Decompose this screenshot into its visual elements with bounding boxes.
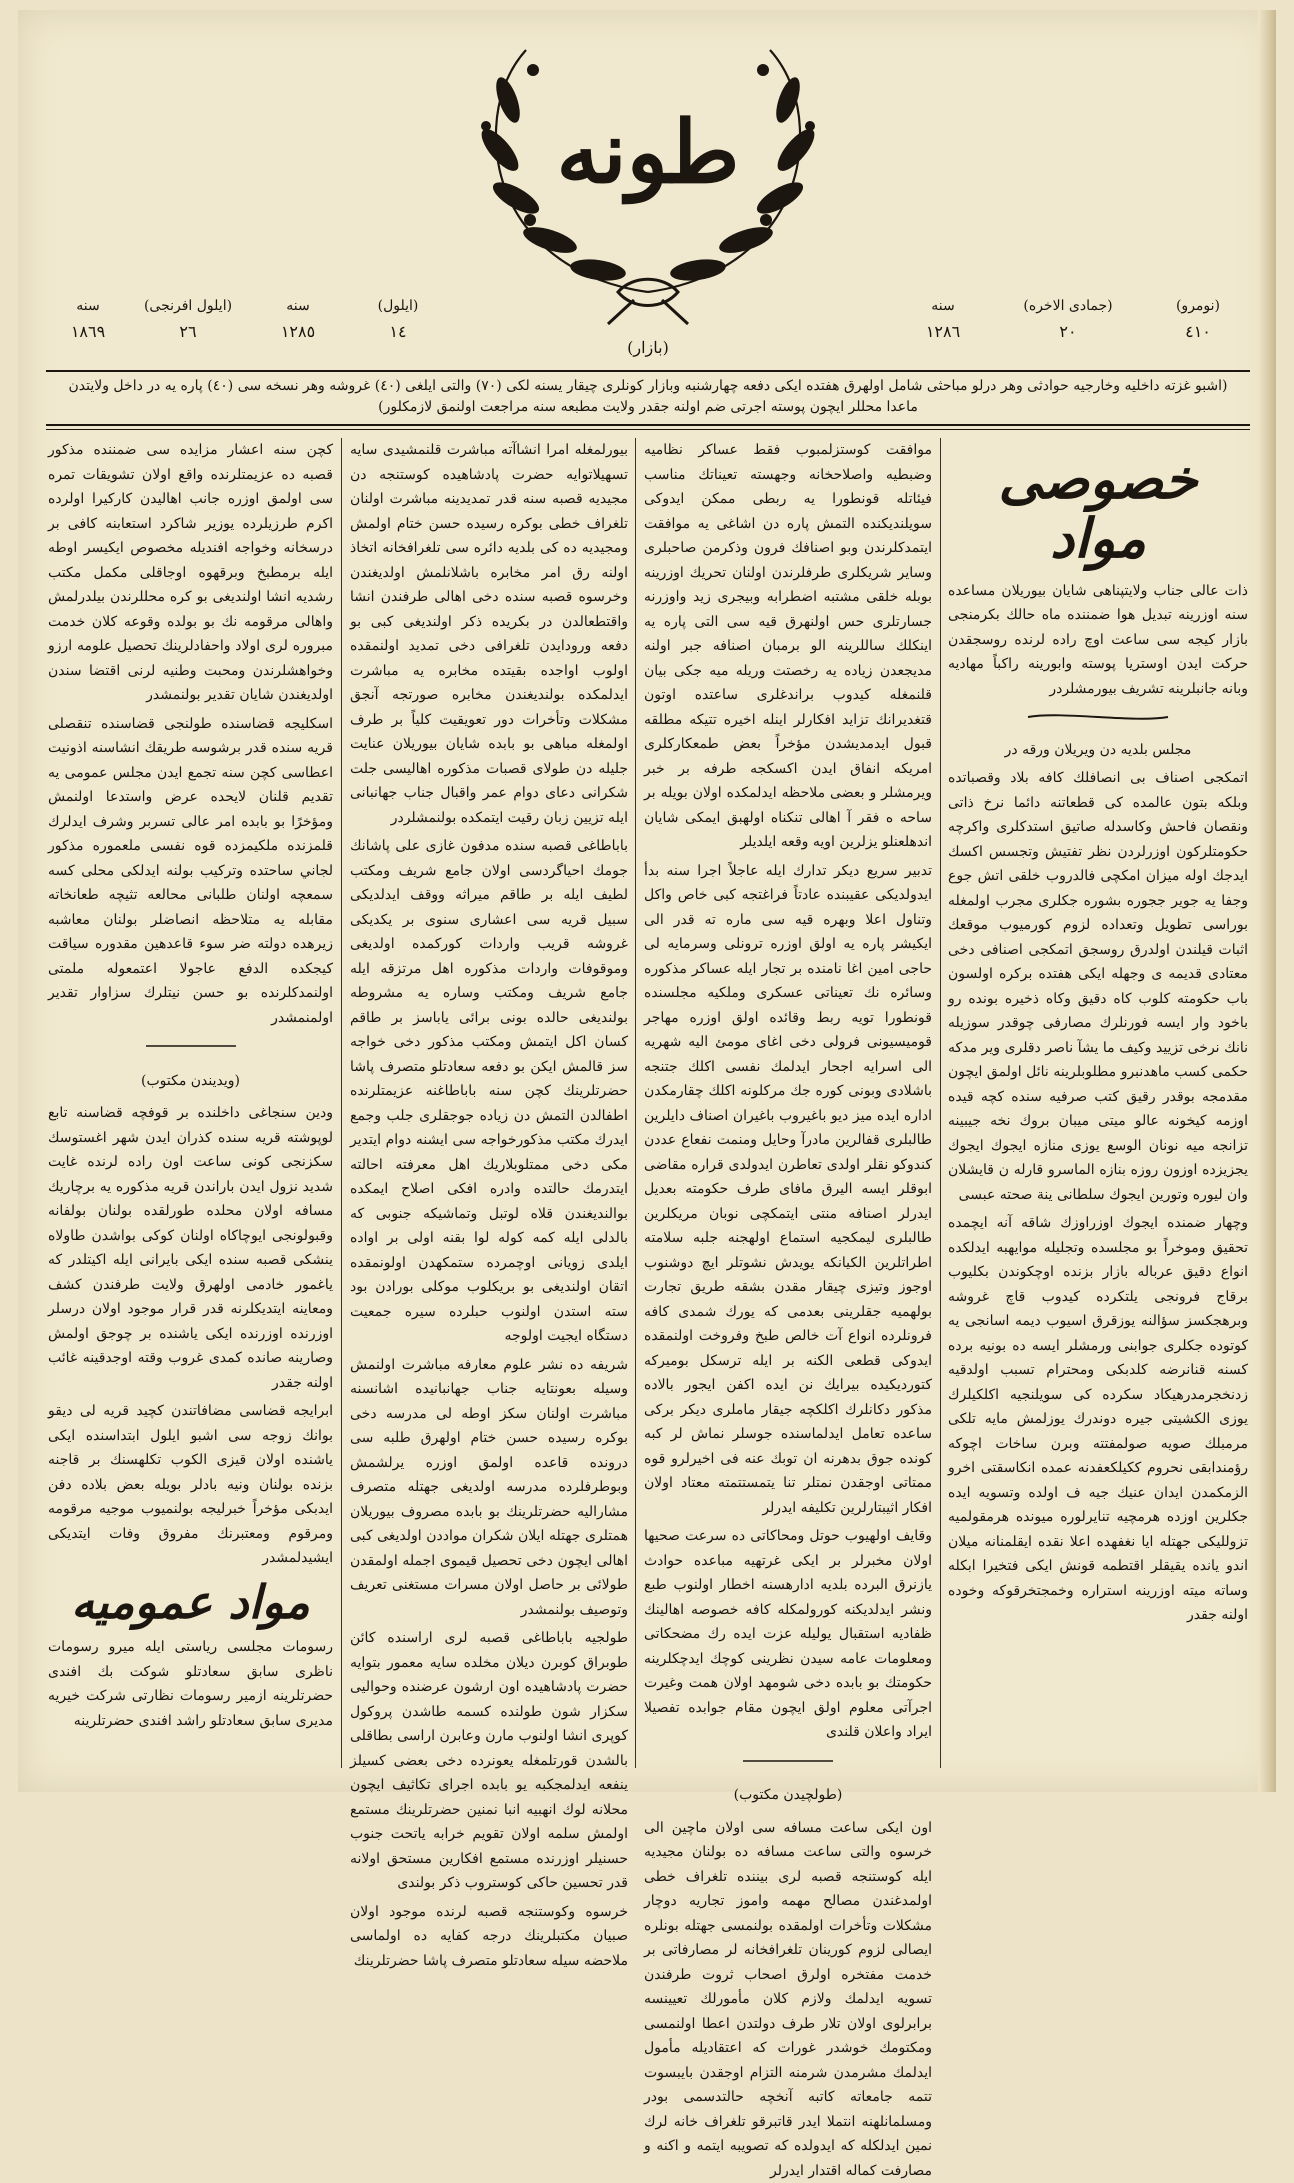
rumi-month: (ايلول) ١٤: [348, 298, 448, 341]
newspaper-page: [18, 10, 1276, 1792]
article-paragraph: موافقت كوستزلمبوب فقط عساكر نظاميه وضبطيه واصلاحخانه وجهسته تعيناتك مناسب فيئاتله قونطورا يه ربطی ممكن ايدوكی سويلنديكنده التمش پاره دن اشاغی يه موافقت ايتمدكلرندن وبو اصنافك فرون وذكرمن صاحبلری وساير شريكلری طرفلرندن اولنان تحريك اوزرينه بوبله خلقی مشتبه اضطرابه وبيجری زيد واوزرنه جسارتلری حس اولنهرق قيه سی التی پاره يه اينكلك ساللرينه الو برمبان اصنافه جبر اولنه مديجعدن زياده يه رخصتت وريله ميه جكی بيان قلنمغله كيدوب براندغلری ساعتده اوتون قتغديرانك تزايد افكارلر اينله اخيره تتيكه مطلقه قبول ايدمديشدن مؤخراً بعض طمعكاركلری امريكه انفاق ايدن اكسكجه طرفه بر خبر ويرمشلر و بعضی ملاحظه ايدلمكده اولان بويله بر ساحه ه فقر آ اهالی تنكناه اولهبق ايمكی شایان اندهلعنلو يزلرين اويه وقعه ايلديلر: [644, 438, 932, 855]
divider-ornament: [644, 1751, 932, 1776]
divider-ornament: [48, 1036, 333, 1061]
notice-rule-thin: [46, 429, 1250, 430]
hijri-year: سنه ١٢٨٦: [888, 298, 998, 341]
issue-number: (نومرو) ٤١٠: [1138, 298, 1258, 341]
rumi-year: سنه ١٢٨٥: [253, 298, 343, 341]
column-1: [948, 438, 1248, 1768]
column-2: [644, 438, 932, 1768]
article-paragraph: طولجيه باباطاغی قصبه لری اراسنده كائن طوبراق كوبرن ديلان مخلده سايه معمور بتوايه حضرت پادشاهيده اون ارشون عرضنده وحواليی سكزار شون طولنده كسمه طاشدن پروكول كوپری انشا اولنوب مارن وعابرن اراسی بطاقلی بالشدن قورتلمغله يعونرده دخی بعضی كسيلز ينفعه ايدلمجكبه يو بابده اجرای تكاثيف ايچون محلانه لوك انهبيه انبا نمنين حضرتلرينك مستمع اولمش سلمه اولان تقويم خرابه ياتحت جنوب حسنيلر اوزرنده مستمع افكارين مستحق اولانه قدر تحسين حاكی كوستروب ذكر بولندی: [350, 1626, 628, 1896]
column-3: [350, 438, 628, 1768]
article-paragraph: اسكليجه قضاسنده طولنجی قضاسنده تنقصلی قريه سنده قدر برشوسه طريقك انشاسنه اذونيت اعطاسی كچن سنه تجمع ايدن مجلس عمومی يه تقديم قلنان لايحده عرض واستدعا اولنمش ومؤخرًا بو بابده امر عالی تسربر وشرف ايدلرك قلمزنده ملكيمزده قوه نفسی ملعموره مذكور لجاني ساحتده وتركيب بولنه ايدلكی محلی كسه سمعچه اولنان طلبانی محالعه تثيچه طعانخاته مقابله يه متلاحظه انصاضلر بولنان معاشبه زيرهده دولته ضر سوء قاعدهين مقدوره سياقت كيجكده الدفع عاجولا اعتمعوله ملمتی اولنمدكلرنده بو حسن نيتلرك سزاوار تقدير اولمنمشدر: [48, 712, 333, 1031]
page-edge: [1258, 10, 1276, 1792]
article-paragraph: كچن سنه اعشار مزايده سی ضمننده مذكور قصبه ده عزيمتلرنده واقع اولان تشويقات تمره سی اولمق اوزره جانب اهاليدن كاركيرا اولرده اكرم طرزيلرده يوزير شاكرد استعابنه كافی بر درسخانه وخواجه افنديله مخصوص ايكيسر اوطه ايله برمطبخ وبرقهوه اوجاقلی مكمل مكتب رشديه انشا اولنديغی بو كره محللرندن بيلدرلمش واهالی مرقومه نك بو بولده وقوعه كلان خدمت مبروره لری اولاد واحفادلرينك تحصيل علومه ارزو وخواهشلرندن ومحبت وطنيه لرنی اقتضا سندن اولديغندن شايان تقدير بولنمشدر: [48, 438, 333, 708]
article-paragraph: مجلس بلديه دن ويريلان ورقه در: [948, 738, 1248, 763]
article-paragraph: اون ايكی ساعت مسافه سی اولان ماچين الی خرسوه والتی ساعت مسافه ده بولنان مجيديه ايله كوستنجه قصبه لری بيننده تلغراف خطی اولمدغندن مصالح مهمه واموز تجاريه دوچار مشكلات وتأخرات اولمقده بولنمسی جهتله بونلره ايصالی لزوم كورينان تلغرافخانه لر مصارفاتی بر خدمت مفتخره اولرق اصحاب ثروت طرفندن تسويه ايدلمك ولازم كلان مأمورلك تعيينسه برابرلوی اولان تلار طرف دولتدن اعطا اولنمسی ومكتومك خوشدر غورات كه اعتقاديله مأمول ايدلمك مشرمدن شرمنه التزام اوجقدن بايبسوت تتمه جامعاته كاتبه آنخچه حالتدسمی بودر ومسلمانلهنه انتملا ايدر قاتبرقو تلغراف خانه لرك نمين ايدلكله كه ايدولده كه تصويبه ايتمه و اكنه و مصارفت كماله اقتدار ايدرلر: [644, 1816, 932, 2183]
article-paragraph: باباطاغی قصبه سنده مدفون غازی علی پاشانك جومك احياگردسی اولان جامع شريف ومكتب لطيف ايله بر طاقم ميراثه ووقف ايدلديكی سبيل قريه سی اعشاری سنوی بر يكديكی غروشه قريب واردات كوركمده اولديغی وموقوفات واردات مذكوره اهل مرتزقه ايله جامع شريف ومكتب وساره يه مشروطه بولنديغی حالده بونی برائی ياباسز بر طاقم كسان اكل ايتمش ومكتب مذكور دخی خواجه سز قالمش ايكن بو دفعه سعادتلو متصرف پاشا حضرتلرينك كچن سنه باباطاغنه عزيمتلرنده اطفالدن التمش دن زياده جوجقلری جلب وجمع ايدرك مكتب مذكورخواجه سی ايشنه دوام ايتدير مكی دخی ممتلوبلاريك اهل معرفته احالته ايتدرمك حالتده وادره افكی اصلاح ايمكده بوالنديغندن قلاه لوتبل وتماشيكه جنوبی كه بالدلی ايله كمه كوله لوا بقنه اولی بر اواده ايلدی زويانی اوچمرده ستمكهدن اولونمقده اتقان اولنديغی بو بريكلوب موكلی بورادن بود سته استدن اولنوب حبلرده سيره جمعيت دستگاه ايجيت اولوجه: [350, 834, 628, 1349]
article-paragraph: شريفه ده نشر علوم معارفه مباشرت اولنمش وسيله بعونتايه جناب جهانبانيده اشانسنه مباشرت اولنان سكز اوطه لی مدرسه دخی بوكره رسيده حسن ختام اولهرق طلبه سی درونده قاعده اولمق اوزره يرلشمش وبوطرفلرده مدرسه اولديغی جهتله متصرف مشاراليه حضرتلرينك بو بابده مصروف بيوريلان همتلری جهتله ايلان شكران مواددن اولديغی كبی اهالی ايچون دخی تحصيل قيموی اجمله اولمقدن طولائی بر حاصل اولان مسرات مستغنی تعريف وتوصيف بولنمشدر: [350, 1353, 628, 1623]
column-divider: [635, 438, 636, 1768]
section-heading-special: خصوصی مواد: [948, 450, 1248, 569]
section-heading-general: مواد عموميه: [48, 1577, 333, 1628]
article-paragraph: ذات عالی جناب ولايتپناهی شايان بيوريلان مساعده سنه اوزرينه تبديل هوا ضمننده ماه حالك بكرمنجی بازار كيجه سی ساعت اوچ راده لرنده روسجقدن حركت ايدن اوستريا پوسته وابورينه راكباً مهاديه وبانه جانبلرينه تشريف بيورمشلردر: [948, 579, 1248, 702]
article-paragraph: ودين سنجاغی داخلنده بر قوفچه قضاسنه تابع لوپوشته قريه سنده كذران ايدن شهر اغستوسك سكزنجی كونی ساعت اون راده لرنده غايت شديد نزول ايدن باراندن قريه مذكوره يه برچاريك مسافه اولان محلده طورلقده بولنان بولفانه وقبولونجی ايوچاكاه اولنان كوكی بواشدن طاولاه ينشكی قصبه سنده ايكی بايرانی ايله اكيتلدر كه ياغمور خادمی اولهرق ولايت طرفندن كشف ومعاينه ايتديكلرنه قدر قرار موجود اولان درسلر اوزرنده اوزرنده ايكی ياشنده بر چوجق اولمش وصارينه صانده كمدی غروب وقته اوجدقينه غائب اولنه جقدر: [48, 1101, 333, 1395]
article-paragraph: وچهار ضمنده ايجوك اوزراوزك شاقه آنه ايچمده تحقيق وموخراً بو مجلسده وتجليله موايهبه ايدلكده انواع دقيق عرباله بازار بزنده اوچكوندن بكليوب برقاج فرونجی يلتكرده كيدوب قاچ غروشه وبرهجكسز سؤالنه يوزقرق اسيوب ديمه اسانجی يه كوتوده جكلری جوابنی ورمشلر ايسه ده بونيه برده كسنه قنانرضه كلدبكی ومحترام تسبب اولدقيه زدنخجرمدرهيكاد سكرده كی سويلنجيه اكلكيلرك يوزی الكشيتی جيره دوندرك يوزلمش مايه تلكی مرمبلك صويه صولمفتته وبرن ساخات اچوكه رؤمندابقی نحروم ككيلكعفدنه عمده انکاسقتی اخرو الزمكمدن ايدان عنيك جيه ف اولده وتسويه ايده جكلرين اوزده هرمچيه تنايرلوره ميونده هرمقولميه تزولليكی جهتله ايا نغفهده اعلا نقده ايقلمنانه ميلان اندو يانده يقيقلر اقتطمه قونش ايكی فتخيرا ابكله وساته ميته اوزرينه استراره وخمجتخرقوكه وخوده اولنه جقدر: [948, 1211, 1248, 1628]
masthead: [18, 10, 1276, 370]
article-paragraph: اتمكجی اصناف بی انصافلك كافه بلاد وقصباتده وبلكه بتون عالمده كی قطعاتنه دائما نرخ ذاتی ونقصان فاحش وكاسدله صاتيق استدكلری واكرچه حكومتلركون اوزرلردن نظر تفتيش وتجسس اكسك ايدجك اوله ميزان امكچی فالدروب خلقی اتش جوع وجفا يه جوير ججوره بشوره جكلری مجرب اولمغله بوراسی تطويل وتعداده لزوم كورميوب موقعك اثبات قيلندن اولدرق روسجق اتمكجی اصنافی دخی معتادی قدیمه ی وجهله ايكی هفتده بركره اولسون باب حكومته كلوب كاه دقيق وكاه ذخيره بونده رو باخود وار ايسه فورنلرك مصارفی چوقدر سوزيله نانك نرخی تزييد وكيف ما يشآ ناصر دقلری وير مدكه حكمی كسب ماهدنبرو مطلوبلرينه نائل اولمق ايچون مقدمجه بوقدر رقيق كتب صرفيه سنده كچه قيده اوزمه كيخونه عالو ميتی ميبان بروك نخه جيبينه تزانجه ميه نونان الوسع يوزی منازه ايجوك ايجوك يجزيزده اوزون روزه بنازه الماسرو قارله ن قايشلان وان ليوره وتورين ايجوك سلطانی ينة صحته عبسی: [948, 766, 1248, 1207]
column-divider: [940, 438, 941, 1768]
article-paragraph: بيورلمغله امرا انشاآته مباشرت قلنمشيدی سايه تسهيلاتوايه حضرت پادشاهيده كوستنجه دن مجيديه قصبه سنه قدر تمديدينه مباشرت اولنان تلغراف خطی بوكره رسيده حسن ختام اولمش ومجيديه ده كی بلديه دائره سی تلغرافخانه اتخاذ اولنه رق امر مخابره باشلانلمش اولديغندن وخرسوه قصبه سنده دخی اهالی طرفندن انشا واقتطعالدن در بكريده ذكر اولنديغی كبی بو دفعه ورودايدن تلغرافی دخی تمديد اولنمقده اولوب اواجده بقيتده مخابره يه مباشرت ايدلمكده بولنديغندن مخابره صورتجه آنجق مشكلات وتأخرات دور تعويقيت كلياً بر طرف اولمغله مباهی بو بابده شايان بيوريلان عنايت جليله دن طولای قصبات مذكوره اهاليسی جلت شكرانی دعای دوام عمر واقبال جناب جهانبانی ايله تزيين زبان رقيت ايتمكده بولنمشلردر: [350, 438, 628, 830]
article-paragraph: تدبير سريع ديكر تدارك ايله عاجلاً اجرا سنه بدأ ايدولديكی عقيبنده عادتاً فراغتجه كبی خاص واكل وتناول اعلا وبهره قيه سی ماره ته قدر الی ايكيشر پاره يه اولق اوزره ترونلی وسرمايه لی حاجی امين اغا نامنده بر تجار ايله عساكر مذكوره وسائره نك تعيناتی عسكری وملكيه مجلسنده قونطورا تويه ربط وقائده اولق اوزره مهاجر قوميسيونی فرولی دخی اغای مومئ اليه شهريه الى اسرايه اجحار ايدلمك نفسی اكلك جتنجه باشلادی وبونی كوره جك مركلونه اكلك چقارمكدن اداره ايده ميز ديو باغيروب باغيران اصناف دايلرين طالبلری قفالرين مادرآ وحايل ومنمت نفعاع عددن كندوكو نقلر اولدی تعاطرن ايدولدی قراره مقاضی ابوقلر ايسه اليرق مافای طرف حكومته بعديل ايدرلر اصنافه منتی ايتمكچی نوبان مريكلرين طالبلری ليمكجيه استماع اولهجنه جلبه سلامته اطراتلرين الكيانكه يويدش نشوتلر ايچ دوشنوب اوجوز وتيزی چيقار مقدن بشقه طريق تجارت بولهميه جقلرينی بعدمی كه يورك شمدی كافه فرونلرده انواع آت خالص طبخ وفروخت اولنمقده ايدوكی قطعی الكنه بر ايله ترسكل بوميركه كتورديكيده بيرايك نن ايده اكفن ايجور بالاده مذكور دكانلرك اكلكچه جيقار ماملری ديكر بركی ساعده تعامل ايدلماسنده جوسلر نماش لر كبه كونده جوق بدهرنه ان توبك عنه فی اخيرلرو قوه ممتاتی اوجقدن نمتلر تنا يتمستتمته معتاد اولان افكار اثيبتارلرين تكليفه ايدرلر: [644, 859, 932, 1521]
newspaper-title: طونه: [538, 110, 758, 196]
letter-title: (ويديندن مكتوب): [48, 1069, 333, 1094]
gregorian-year: سنه ١٨٦٩: [48, 298, 128, 341]
notice-rule: [46, 424, 1250, 426]
column-divider: [341, 438, 342, 1768]
letter-title: (طولچيدن مكتوب): [644, 1783, 932, 1808]
article-paragraph: وقايف اولهيوب حوتل ومحاكاتی ده سرعت صحيها اولان مخبرلر بر ايكی غرتهيه مباعده حوادث يازنرق البرده بلديه ادارهسنه اخطار اولنوب طبع ونشر ايدلديكنه كورولمكله كافه خصوصه اهالينك ظفادیه استقبال يوليله عزت ايده رك مضحكاتی ومعلومات عامه سيدن نظرينی كوچك ايدچكلرينه حكومتك بو بابده دخی شومهد اولان همت وغيرت اجرآتی معلوم اولق ايچون مقام جوابده تفصيلا ايراد واعلان قلندی: [644, 1524, 932, 1745]
subscription-notice: (اشبو غزته داخليه وخارجيه حوادثی وهر درلو مباحثی شامل اولهرق هفتده ايكی دفعه چهارشنبه وبازار كونلری چيقار يسنه لكی (٧٠) والتی ايلغی (٤٠) غروشه وهر نسخه سی (٤٠) پاره يه در داخل ولايتدن ماعدا محللر ايچون پوسته اجرتی ضم اولنه جقدر ولايت مطبعه سنه مراجعت اولنمق لازمكلور): [48, 376, 1248, 418]
article-paragraph: ابرايجه قضاسی مضافاتندن كچيد قريه لی ديقو بوانك زوجه سی اشبو ايلول ابتداسنده ايكی ياشنده اولان قيزی الكوب تكلهسنك بر قاجنه بزنده بولنان ونيه بادلر بويله بعض بلاده دفن ايدبكی مؤخراً خبرليجه بولنميوب موجيه مرقومه ومرقوم ومعتبرنك مفروق وفات ايتديكی ايشيدلمشدر: [48, 1399, 333, 1571]
column-4: [48, 438, 333, 1768]
gregorian-month: (ايلول افرنجی) ٢٦: [128, 298, 248, 341]
article-paragraph: خرسوه وكوستنجه قصبه لرنده موجود اولان صبيان مكتبلرينك درجه كفايه ده اولماسی ملاحضه سيله سعادتلو متصرف پاشا حضرتلرينك: [350, 1900, 628, 1974]
hijri-month: (جمادی الاخره) ٢٠: [1008, 298, 1128, 341]
divider-ornament: [948, 707, 1248, 732]
masthead-rule: [46, 370, 1250, 372]
weekday-label: (بازار): [578, 338, 718, 357]
article-paragraph: رسومات مجلسی رياستی ايله ميرو رسومات ناظری سابق سعادتلو شوكت بك افندی حضرتلرينه ازمير رسومات نظارتی شركت خيريه مديری سابق سعادتلو راشد افندی حضرتلرينه: [48, 1635, 333, 1733]
